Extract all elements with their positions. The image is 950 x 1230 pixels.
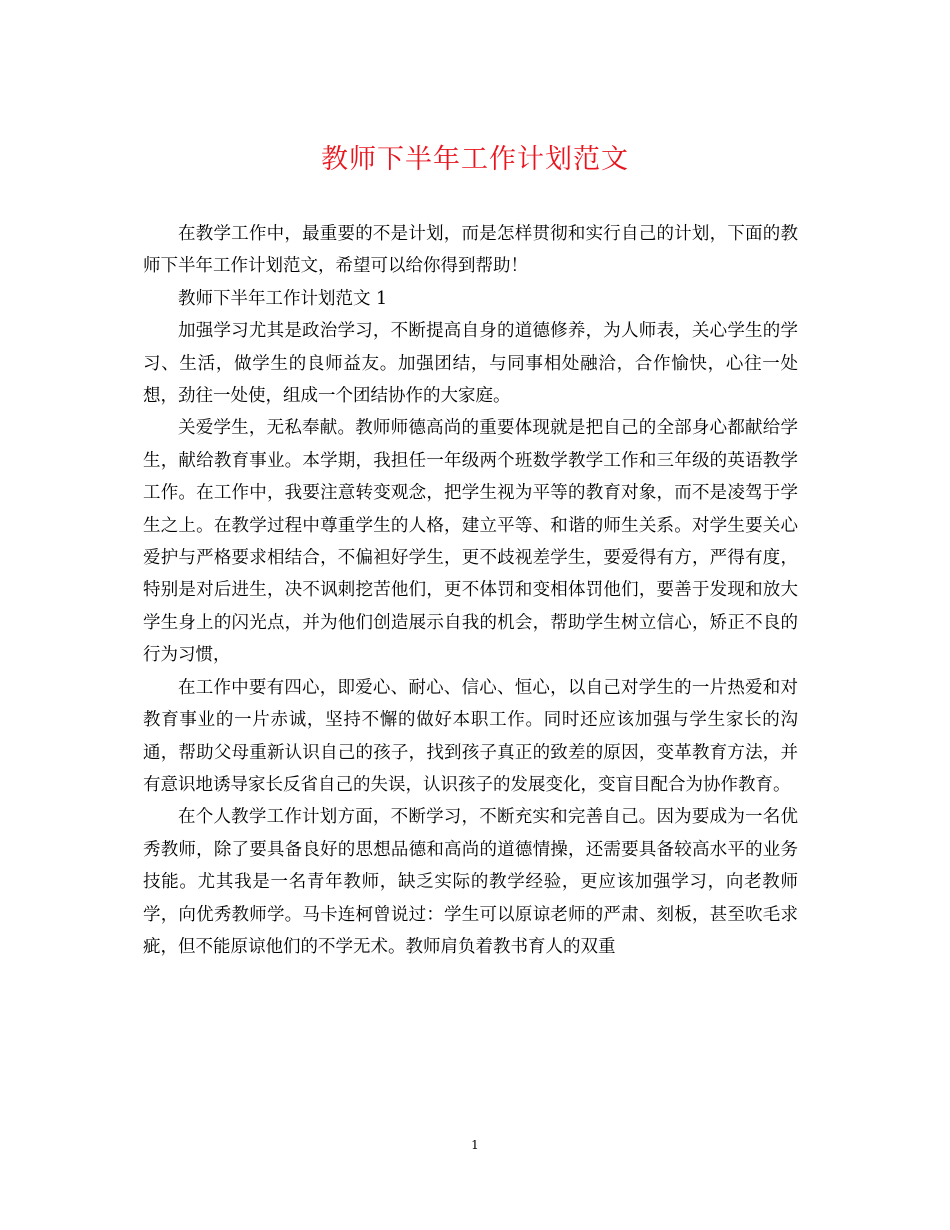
body-paragraph-2: 关爱学生，无私奉献。教师师德高尚的重要体现就是把自己的全部身心都献给学生，献给教育事业。本学期，我担任一年级两个班数学教学工作和三年级的英语教学工作。在工作中，我要注意转变观念，把学生视为平等的教育对象，而不是凌驾于学生之上。在教学过程中尊重学生的人格，建立平等、和谐的师生关系。对学生要关心爱护与严格要求相结合，不偏袒好学生，更不歧视差学生，要爱得有方，严得有度，特别是对后进生，决不讽刺挖苦他们，更不体罚和变相体罚他们，要善于发现和放大学生身上的闪光点，并为他们创造展示自我的机会，帮助学生树立信心，矫正不良的行为习惯， (143, 418, 798, 666)
body-paragraph-3: 在工作中要有四心，即爱心、耐心、信心、恒心，以自己对学生的一片热爱和对教育事业的一片赤诚，坚持不懈的做好本职工作。同时还应该加强与学生家长的沟通，帮助父母重新认识自己的孩子，找到孩子真正的致差的原因，变革教育方法，并有意识地诱导家长反省自己的失误，认识孩子的发展变化，变盲目配合为协作教育。 (143, 677, 798, 795)
body-paragraph-4: 在个人教学工作计划方面，不断学习，不断充实和完善自己。因为要成为一名优秀教师，除了要具备良好的思想品德和高尚的道德情操，还需要具备较高水平的业务技能。尤其我是一名青年教师，缺乏实际的教学经验，更应该加强学习，向老教师学，向优秀教师学。马卡连柯曾说过：学生可以原谅老师的严肃、刻板，甚至吹毛求疵，但不能原谅他们的不学无术。教师肩负着教书育人的双重 (143, 807, 798, 957)
document-body (143, 218, 798, 963)
intro-paragraph: 在教学工作中，最重要的不是计划，而是怎样贯彻和实行自己的计划，下面的教师下半年工作计划范文，希望可以给你得到帮助！ (143, 224, 798, 277)
body-paragraph-1: 加强学习尤其是政治学习，不断提高自身的道德修养，为人师表，关心学生的学习、生活，做学生的良师益友。加强团结，与同事相处融洽，合作愉快，心往一处想，劲往一处使，组成一个团结协作的大家庭。 (143, 321, 798, 407)
page-title: 教师下半年工作计划范文 (321, 144, 629, 175)
page-number: 1 (471, 1138, 479, 1152)
section-heading: 教师下半年工作计划范文 1 (178, 288, 388, 309)
